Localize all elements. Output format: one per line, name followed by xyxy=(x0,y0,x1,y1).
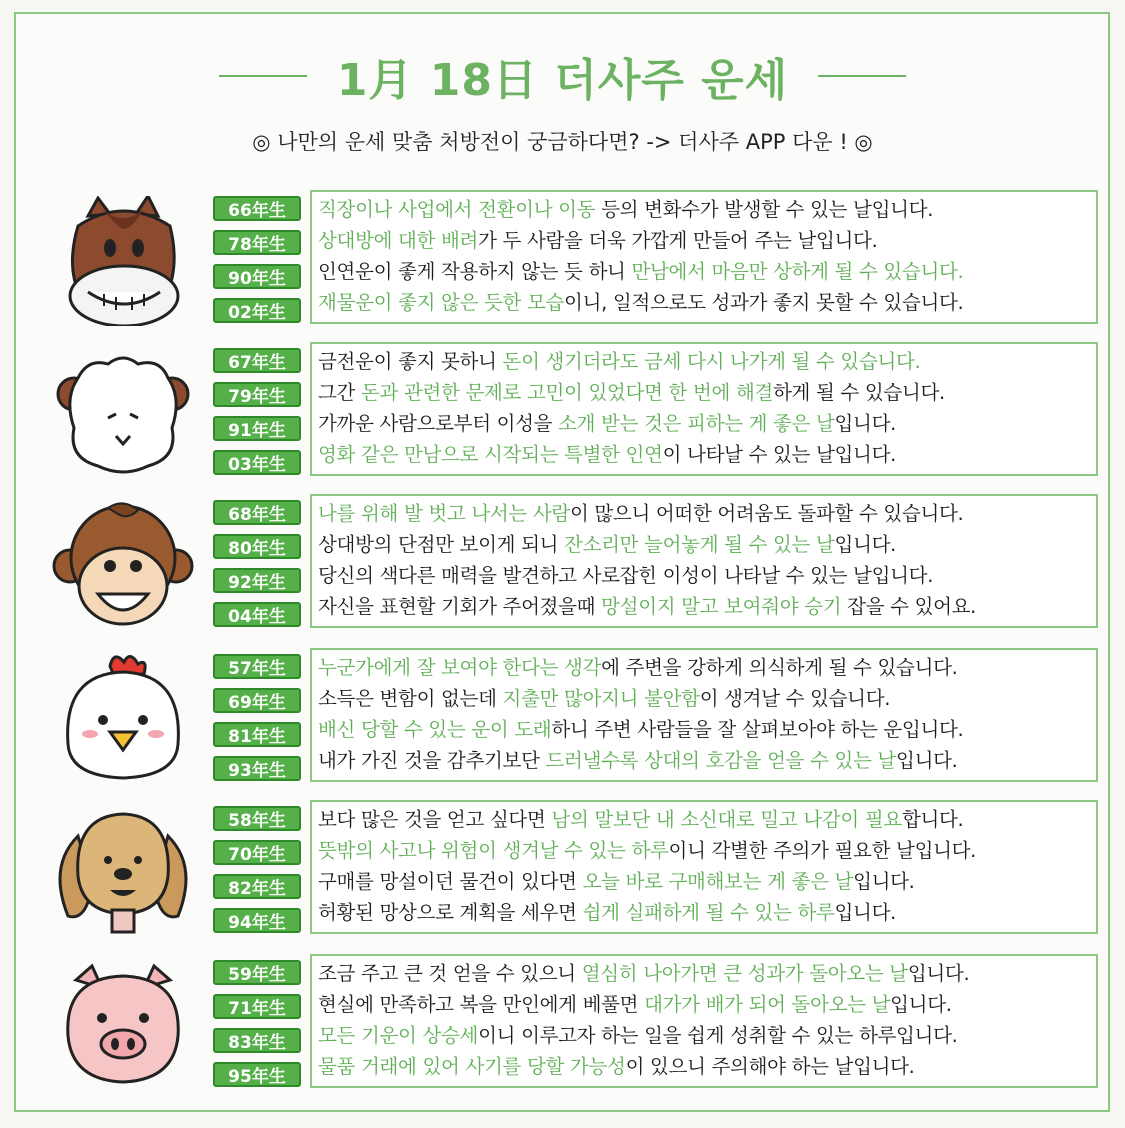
fortune-box xyxy=(310,190,1098,324)
fortune-box xyxy=(310,342,1098,476)
birth-year-tag: 67年生 xyxy=(213,348,301,373)
fortune-line: 당신의 색다른 매력을 발견하고 사로잡힌 이성이 나타날 수 있는 날입니다. xyxy=(318,564,934,587)
fortune-line: 현실에 만족하고 복을 만인에게 베풀면 대가가 배가 되어 돌아오는 날입니다. xyxy=(318,993,952,1016)
fortune-line: 구매를 망설이던 물건이 있다면 오늘 바로 구매해보는 게 좋은 날입니다. xyxy=(318,870,915,893)
pig-icon xyxy=(48,960,198,1090)
fortune-line: 내가 가진 것을 감추기보단 드러낼수록 상대의 호감을 얻을 수 있는 날입니다. xyxy=(318,749,958,772)
section-rooster xyxy=(0,654,1125,784)
birth-year-tag: 69年生 xyxy=(213,688,301,713)
birth-year-tag: 78年生 xyxy=(213,230,301,255)
fortune-line: 조금 주고 큰 것 얻을 수 있으니 열심히 나아가면 큰 성과가 돌아오는 날입니다. xyxy=(318,962,970,985)
dog-icon xyxy=(48,806,198,936)
birth-year-tag: 04年生 xyxy=(213,602,301,627)
birth-year-tag: 91年生 xyxy=(213,416,301,441)
horse-icon xyxy=(48,196,198,326)
birth-year-tag: 94年生 xyxy=(213,908,301,933)
section-monkey xyxy=(0,500,1125,630)
birth-year-tag: 80年生 xyxy=(213,534,301,559)
birth-year-tag: 71年生 xyxy=(213,994,301,1019)
birth-year-tag: 59年生 xyxy=(213,960,301,985)
fortune-line: 상대방의 단점만 보이게 되니 잔소리만 늘어놓게 될 수 있는 날입니다. xyxy=(318,533,897,556)
birth-year-tag: 93年生 xyxy=(213,756,301,781)
birth-year-tag: 70年生 xyxy=(213,840,301,865)
fortune-line: 인연운이 좋게 작용하지 않는 듯 하니 만남에서 마음만 상하게 될 수 있습니다. xyxy=(318,260,964,283)
birth-year-tag: 92年生 xyxy=(213,568,301,593)
title-divider-left xyxy=(219,75,307,77)
fortune-line: 허황된 망상으로 계획을 세우면 쉽게 실패하게 될 수 있는 하루입니다. xyxy=(318,901,897,924)
fortune-line: 모든 기운이 상승세이니 이루고자 하는 일을 쉽게 성취할 수 있는 하루입니다. xyxy=(318,1024,958,1047)
page-title: 1月 18日 더사주 운세 xyxy=(336,55,789,106)
fortune-line: 재물운이 좋지 않은 듯한 모습이니, 일적으로도 성과가 좋지 못할 수 있습니다. xyxy=(318,291,964,314)
fortune-line: 영화 같은 만남으로 시작되는 특별한 인연이 나타날 수 있는 날입니다. xyxy=(318,443,897,466)
subtitle: ◎ 나만의 운세 맞춤 처방전이 궁금하다면? -> 더사주 APP 다운 ! ◎ xyxy=(252,130,873,154)
section-sheep xyxy=(0,348,1125,478)
sheep-icon xyxy=(48,348,198,478)
fortune-line: 나를 위해 발 벗고 나서는 사람이 많으니 어떠한 어려움도 돌파할 수 있습니다. xyxy=(318,502,964,525)
rooster-icon xyxy=(48,654,198,784)
birth-year-tag: 82年生 xyxy=(213,874,301,899)
birth-year-tag: 02年生 xyxy=(213,298,301,323)
birth-year-tag: 57年生 xyxy=(213,654,301,679)
birth-year-tag: 90年生 xyxy=(213,264,301,289)
fortune-line: 가까운 사람으로부터 이성을 소개 받는 것은 피하는 게 좋은 날입니다. xyxy=(318,412,897,435)
birth-year-tag: 79年生 xyxy=(213,382,301,407)
section-dog xyxy=(0,806,1125,936)
section-pig xyxy=(0,960,1125,1090)
fortune-line: 직장이나 사업에서 전환이나 이동 등의 변화수가 발생할 수 있는 날입니다. xyxy=(318,198,934,221)
fortune-line: 소득은 변함이 없는데 지출만 많아지니 불안함이 생겨날 수 있습니다. xyxy=(318,687,891,710)
fortune-box xyxy=(310,954,1098,1088)
birth-year-tag: 95年生 xyxy=(213,1062,301,1087)
birth-year-tag: 68年生 xyxy=(213,500,301,525)
fortune-line: 누군가에게 잘 보여야 한다는 생각에 주변을 강하게 의식하게 될 수 있습니다. xyxy=(318,656,958,679)
fortune-line: 뜻밖의 사고나 위험이 생겨날 수 있는 하루이니 각별한 주의가 필요한 날입니다. xyxy=(318,839,977,862)
fortune-line: 금전운이 좋지 못하니 돈이 생기더라도 금세 다시 나가게 될 수 있습니다. xyxy=(318,350,921,373)
fortune-line: 보다 많은 것을 얻고 싶다면 남의 말보단 내 소신대로 밀고 나감이 필요합니다. xyxy=(318,808,964,831)
fortune-line: 상대방에 대한 배려가 두 사람을 더욱 가깝게 만들어 주는 날입니다. xyxy=(318,229,878,252)
birth-year-tag: 66年生 xyxy=(213,196,301,221)
birth-year-tag: 81年生 xyxy=(213,722,301,747)
fortune-box xyxy=(310,648,1098,782)
section-horse xyxy=(0,196,1125,326)
fortune-line: 배신 당할 수 있는 운이 도래하니 주변 사람들을 잘 살펴보아야 하는 운입니다. xyxy=(318,718,964,741)
fortune-line: 물품 거래에 있어 사기를 당할 가능성이 있으니 주의해야 하는 날입니다. xyxy=(318,1055,915,1078)
title-divider-right xyxy=(818,75,906,77)
monkey-icon xyxy=(48,500,198,630)
fortune-line: 자신을 표현할 기회가 주어졌을때 망설이지 말고 보여줘야 승기 잡을 수 있어요. xyxy=(318,595,977,618)
birth-year-tag: 03年生 xyxy=(213,450,301,475)
birth-year-tag: 58年生 xyxy=(213,806,301,831)
fortune-box xyxy=(310,494,1098,628)
fortune-box xyxy=(310,800,1098,934)
header xyxy=(0,46,1125,106)
birth-year-tag: 83年生 xyxy=(213,1028,301,1053)
fortune-line: 그간 돈과 관련한 문제로 고민이 있었다면 한 번에 해결하게 될 수 있습니다. xyxy=(318,381,945,404)
